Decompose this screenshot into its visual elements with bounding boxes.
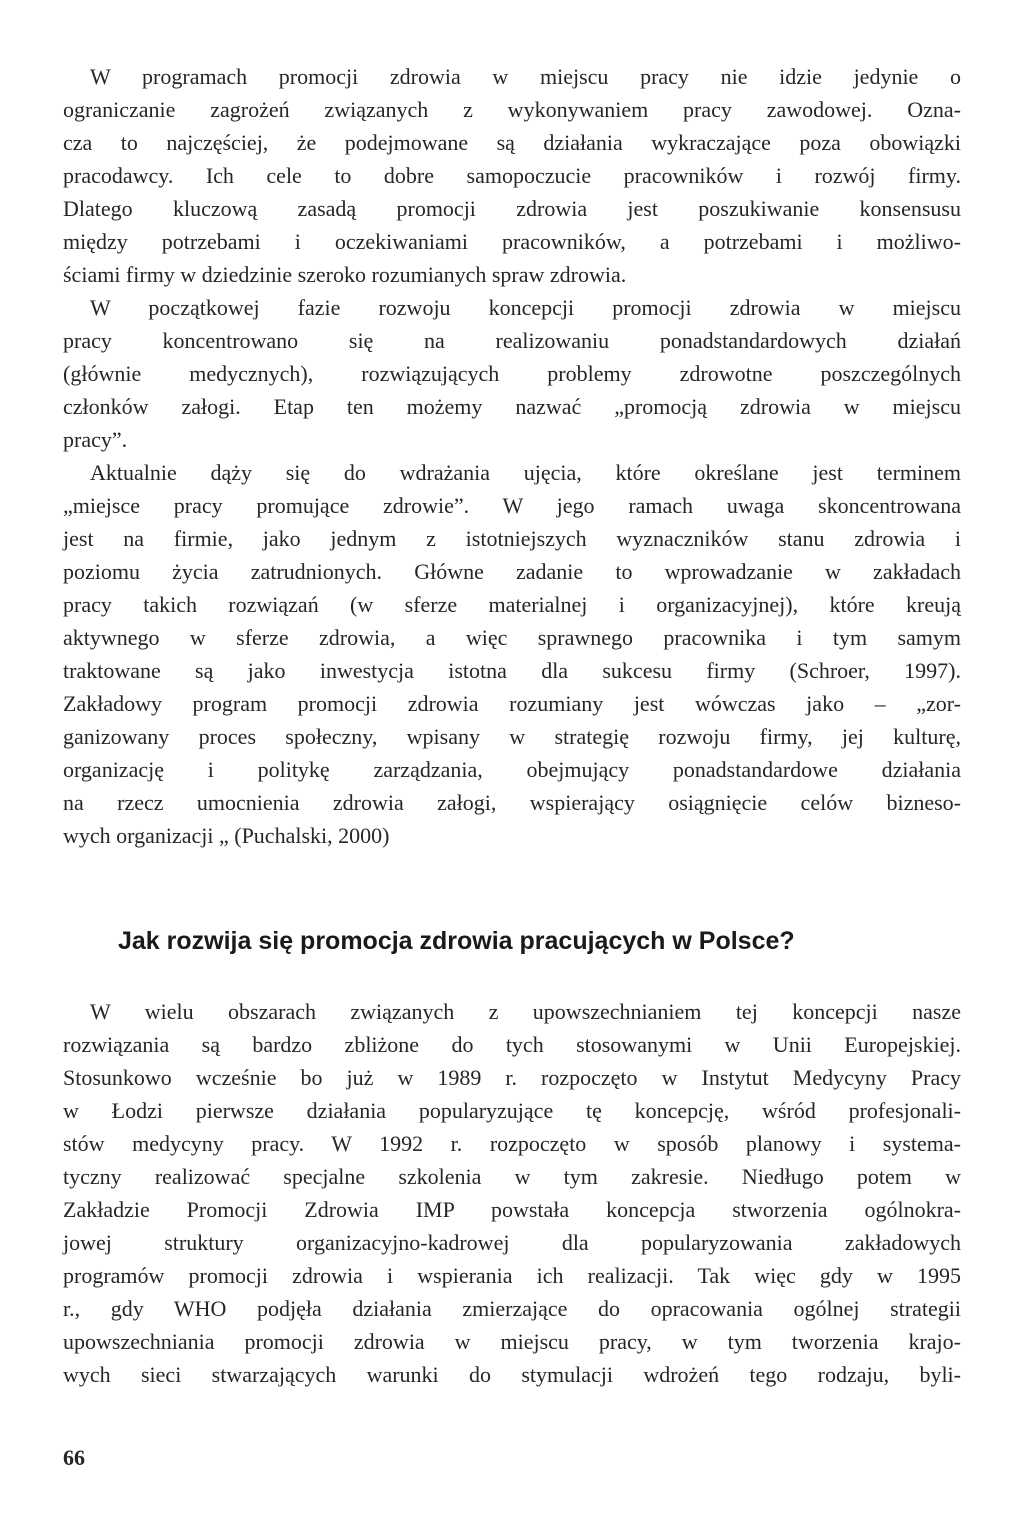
text-line: Zakładzie Promocji Zdrowia IMP powstała koncepcja stworzenia ogólnokra- xyxy=(63,1197,961,1222)
text-line: stów medycyny pracy. W 1992 r. rozpoczęto w sposób planowy i systema- xyxy=(63,1131,961,1156)
text-line: W początkowej fazie rozwoju koncepcji promocji zdrowia w miejscu xyxy=(90,295,961,320)
paragraph-3 xyxy=(63,456,961,852)
text-line: pracy koncentrowano się na realizowaniu ponadstandardowych działań xyxy=(63,328,961,353)
text-line: (głównie medycznych), rozwiązujących problemy zdrowotne poszczególnych xyxy=(63,361,961,386)
text-line: wych organizacji „ (Puchalski, 2000) xyxy=(63,823,390,848)
text-line: programów promocji zdrowia i wspierania ich realizacji. Tak więc gdy w 1995 xyxy=(63,1263,961,1288)
text-line: na rzecz umocnienia zdrowia załogi, wspierający osiągnięcie celów bizneso- xyxy=(63,790,961,815)
text-line: poziomu życia zatrudnionych. Główne zadanie to wprowadzanie w zakładach xyxy=(63,559,961,584)
text-line: w Łodzi pierwsze działania popularyzujące tę koncepcję, wśród profesjonali- xyxy=(63,1098,961,1123)
text-line: pracy”. xyxy=(63,427,128,452)
text-line: ściami firmy w dziedzinie szeroko rozumianych spraw zdrowia. xyxy=(63,262,627,287)
text-line: Dlatego kluczową zasadą promocji zdrowia jest poszukiwanie konsensusu xyxy=(63,196,961,221)
paragraph-4 xyxy=(63,995,961,1391)
text-line: wych sieci stwarzających warunki do stymulacji wdrożeń tego rodzaju, byli- xyxy=(63,1362,961,1387)
paragraph-2 xyxy=(63,291,961,456)
text-line: W wielu obszarach związanych z upowszechnianiem tej koncepcji nasze xyxy=(90,999,961,1024)
text-line: r., gdy WHO podjęła działania zmierzające do opracowania ogólnej strategii xyxy=(63,1296,961,1321)
page-number: 66 xyxy=(63,1445,85,1470)
paragraph-1 xyxy=(63,60,961,291)
text-line: Zakładowy program promocji zdrowia rozumiany jest wówczas jako – „zor- xyxy=(63,691,961,716)
text-line: upowszechniania promocji zdrowia w miejscu pracy, w tym tworzenia krajo- xyxy=(63,1329,961,1354)
text-line: „miejsce pracy promujące zdrowie”. W jego ramach uwaga skoncentrowana xyxy=(63,493,961,518)
text-line: między potrzebami i oczekiwaniami pracowników, a potrzebami i możliwo- xyxy=(63,229,961,254)
text-line: członków załogi. Etap ten możemy nazwać „promocją zdrowia w miejscu xyxy=(63,394,961,419)
text-line: ograniczanie zagrożeń związanych z wykonywaniem pracy zawodowej. Ozna- xyxy=(63,97,961,122)
text-line: pracodawcy. Ich cele to dobre samopoczucie pracowników i rozwój firmy. xyxy=(63,163,961,188)
text-line: jowej struktury organizacyjno-kadrowej dla popularyzowania zakładowych xyxy=(63,1230,961,1255)
section-heading: Jak rozwija się promocja zdrowia pracujących w Polsce? xyxy=(118,927,795,955)
text-line: cza to najczęściej, że podejmowane są działania wykraczające poza obowiązki xyxy=(63,130,961,155)
text-line: Aktualnie dąży się do wdrażania ujęcia, które określane jest terminem xyxy=(90,460,961,485)
text-line: W programach promocji zdrowia w miejscu pracy nie idzie jedynie o xyxy=(90,64,961,89)
text-line: tyczny realizować specjalne szkolenia w tym zakresie. Niedługo potem w xyxy=(63,1164,961,1189)
text-line: pracy takich rozwiązań (w sferze materialnej i organizacyjnej), które kreują xyxy=(63,592,961,617)
text-line: ganizowany proces społeczny, wpisany w strategię rozwoju firmy, jej kulturę, xyxy=(63,724,961,749)
text-line: jest na firmie, jako jednym z istotniejszych wyznaczników stanu zdrowia i xyxy=(63,526,961,551)
text-line: traktowane są jako inwestycja istotna dla sukcesu firmy (Schroer, 1997). xyxy=(63,658,961,683)
text-line: Stosunkowo wcześnie bo już w 1989 r. rozpoczęto w Instytut Medycyny Pracy xyxy=(63,1065,961,1090)
text-line: organizację i politykę zarządzania, obejmujący ponadstandardowe działania xyxy=(63,757,961,782)
text-line: aktywnego w sferze zdrowia, a więc sprawnego pracownika i tym samym xyxy=(63,625,961,650)
text-line: rozwiązania są bardzo zbliżone do tych stosowanymi w Unii Europejskiej. xyxy=(63,1032,961,1057)
